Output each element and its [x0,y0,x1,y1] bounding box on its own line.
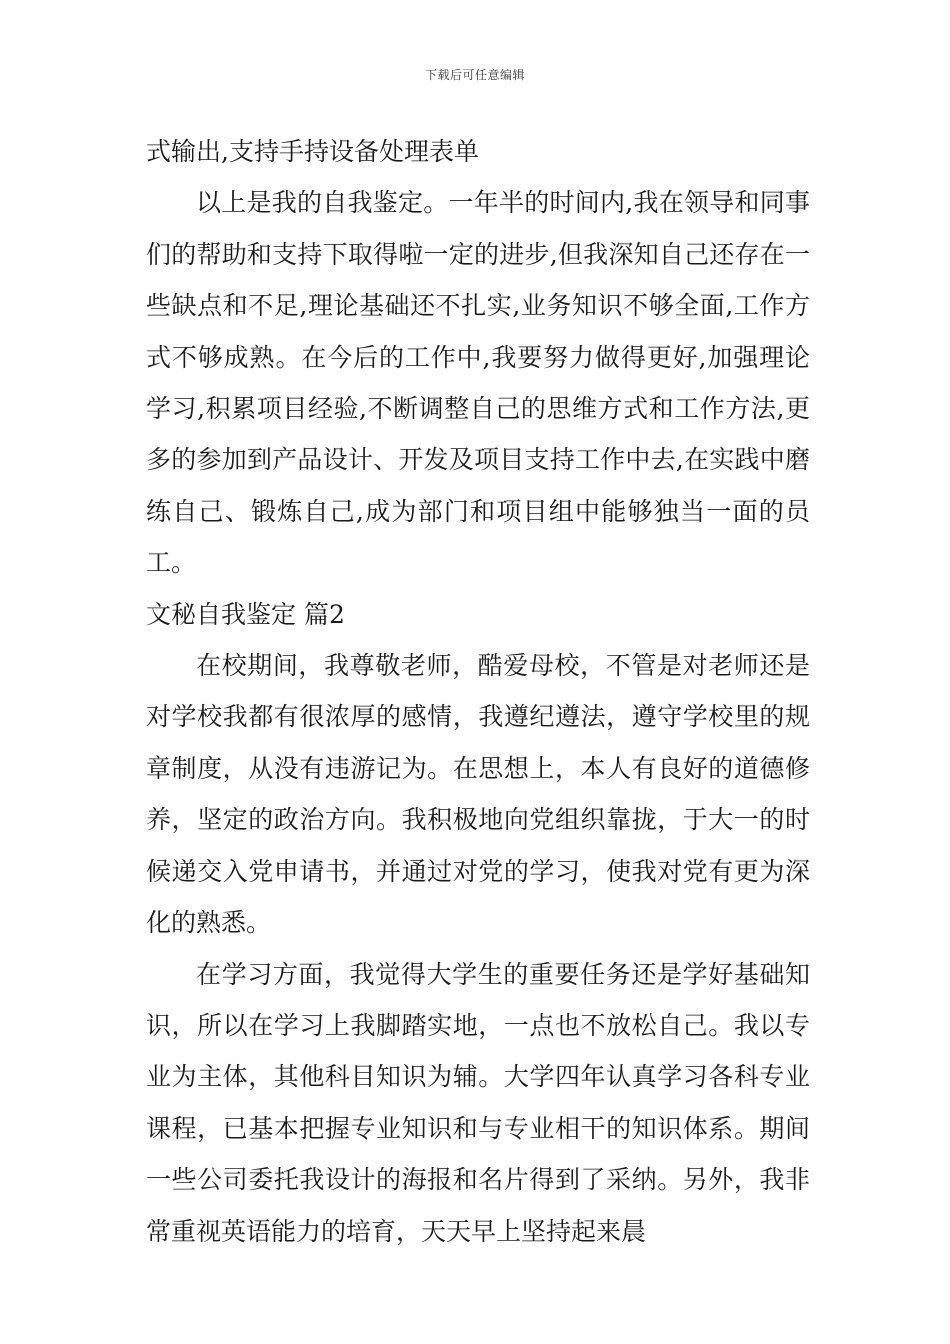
paragraph-continued: 式输出,支持手持设备处理表单 [146,137,479,166]
page-header-note: 下载后可任意编辑 [424,68,525,82]
paragraph-school-period: 在校期间，我尊敬老师，酷爱母校，不管是对老师还是对学校我都有很浓厚的感情，我遵纪遵法，遵守学校里的规章制度，从没有违游记为。在思想上，本人有良好的道德修养，坚定的政治方向。我积极地向党组织靠拢，于大一的时候递交入党申请书，并通过对党的学习，使我对党有更为深化的熟悉。 [146,651,810,938]
document-body [146,126,810,1257]
section-heading: 文秘自我鉴定 篇2 [146,599,345,629]
paragraph-study: 在学习方面，我觉得大学生的重要任务还是学好基础知识，所以在学习上我脚踏实地，一点也不放松自己。我以专业为主体，其他科目知识为辅。大学四年认真学习各科专业课程，已基本把握专业知识和与专业相干的知识体系。期间一些公司委托我设计的海报和名片得到了采纳。另外，我非常重视英语能力的培育，天天早上坚持起来晨 [146,959,810,1246]
paragraph-self-assessment-summary: 以上是我的自我鉴定。一年半的时间内,我在领导和同事们的帮助和支持下取得啦一定的进步,但我深知自己还存在一些缺点和不足,理论基础还不扎实,业务知识不够全面,工作方式不够成熟。在今后的工作中,我要努力做得更好,加强理论学习,积累项目经验,不断调整自己的思维方式和工作方法,更多的参加到产品设计、开发及项目支持工作中去,在实践中磨练自己、锻炼自己,成为部门和项目组中能够独当一面的员工。 [146,188,810,578]
